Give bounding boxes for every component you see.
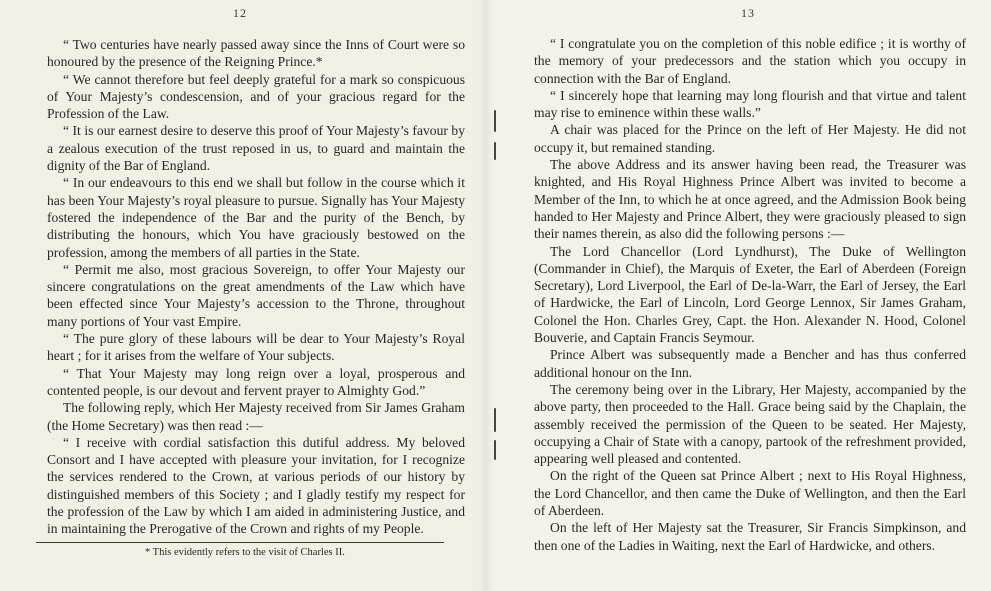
right-page (486, 0, 991, 591)
paragraph: Prince Albert was subsequently made a Bencher and has thus conferred additional honour on the Inn. (534, 347, 966, 380)
book-gutter (478, 0, 494, 591)
paragraph: A chair was placed for the Prince on the left of Her Majesty. He did not occupy it, but remained standing. (534, 122, 966, 155)
paragraph: The ceremony being over in the Library, Her Majesty, accompanied by the above party, then proceeded to the Hall. Grace being said by the Chaplain, the assembly received the permission of the Queen to be seated. Her Majesty, occupying a Chair of State with a canopy, partook of the refreshment provided, appearing well pleased and contented. (534, 381, 966, 467)
paragraph: “ Two centuries have nearly passed away since the Inns of Court were so honoured by the presence of the Reigning Prince.* (47, 37, 465, 70)
paragraph: “ I sincerely hope that learning may long flourish and that virtue and talent may rise to eminence within these walls.” (534, 87, 966, 121)
binding-stitch (494, 440, 496, 460)
paragraph: The above Address and its answer having been read, the Treasurer was knighted, and His Royal Highness Prince Albert was invited to become a Member of the Inn, to which he at once agreed, and the Admission Book being handed to Her Majesty and Prince Albert, they were graciously pleased to sign their names therein, as also did the following persons :— (534, 157, 966, 242)
page-number: 12 (233, 6, 247, 20)
body-text (534, 35, 966, 554)
paragraph: “ Permit me also, most gracious Sovereign, to offer Your Majesty our sincere congratulations on the great amendments of the Law which have been effected since Your Majesty’s accession to the Throne, throughout many portions of Your vast Empire. (47, 261, 465, 329)
left-page (0, 0, 486, 591)
page-number: 13 (741, 6, 755, 20)
binding-stitch (494, 110, 496, 132)
paragraph: “ I receive with cordial satisfaction this dutiful address. My beloved Consort and I have accepted with pleasure your invitation, for I recognize the services rendered to the Crown, at various periods of our history by distinguished members of this Society ; and I gladly testify my respect for the profession of the Law by which I am aided in administering Justice, and in maintaining the Prerogative of the Crown and rights of my People. (47, 434, 465, 537)
paragraph: “ That Your Majesty may long reign over a loyal, prosperous and contented people, is our devout and fervent prayer to Almighty God.” (47, 365, 465, 398)
paragraph: “ I congratulate you on the completion of this noble edifice ; it is worthy of the memory of your predecessors and the station which you occupy in connection with the Bar of England. (534, 36, 966, 86)
paragraph: “ The pure glory of these labours will be dear to Your Majesty’s Royal heart ; for it arises from the welfare of Your subjects. (47, 331, 465, 364)
paragraph: On the right of the Queen sat Prince Albert ; next to His Royal Highness, the Lord Chancellor, and then came the Duke of Wellington, and then the Earl of Aberdeen. (534, 468, 966, 519)
footnote-rule (36, 542, 444, 543)
binding-stitch (494, 408, 496, 432)
paragraph: The Lord Chancellor (Lord Lyndhurst), The Duke of Wellington (Commander in Chief), the Marquis of Exeter, the Earl of Aberdeen (Foreign Secretary), Lord Liverpool, the Earl of De-la-Warr, the Earl of Jersey, the Earl of Hardwicke, the Earl of Lincoln, Lord George Lennox, Sir James Graham, Colonel the Hon. Charles Grey, Capt. the Hon. Alexander N. Hood, Colonel Bouverie, and Captain Francis Seymour. (534, 243, 966, 346)
body-text (47, 36, 465, 538)
paragraph: On the left of Her Majesty sat the Treasurer, Sir Francis Simpkinson, and then one of the Ladies in Waiting, next the Earl of Hardwicke, and others. (534, 520, 966, 553)
binding-stitch (494, 142, 496, 160)
paragraph: “ It is our earnest desire to deserve this proof of Your Majesty’s favour by a zealous execution of the trust reposed in us, to guard and maintain the dignity of the Bar of England. (47, 123, 465, 174)
paragraph: “ We cannot therefore but feel deeply grateful for a mark so conspicuous of Your Majesty’s condescension, and of your gracious regard for the Profession of the Law. (47, 71, 465, 122)
footnote: * This evidently refers to the visit of Charles II. (145, 547, 345, 558)
paragraph: The following reply, which Her Majesty received from Sir James Graham (the Home Secretary) was then read :— (47, 400, 465, 433)
paragraph: “ In our endeavours to this end we shall but follow in the course which it has been Your Majesty’s royal pleasure to pursue. Signally has Your Majesty fostered the independence of the Bar and the purity of the Bench, by distributing the honours, which You have graciously bestowed on the profession, among the members of all parties in the State. (47, 175, 465, 260)
